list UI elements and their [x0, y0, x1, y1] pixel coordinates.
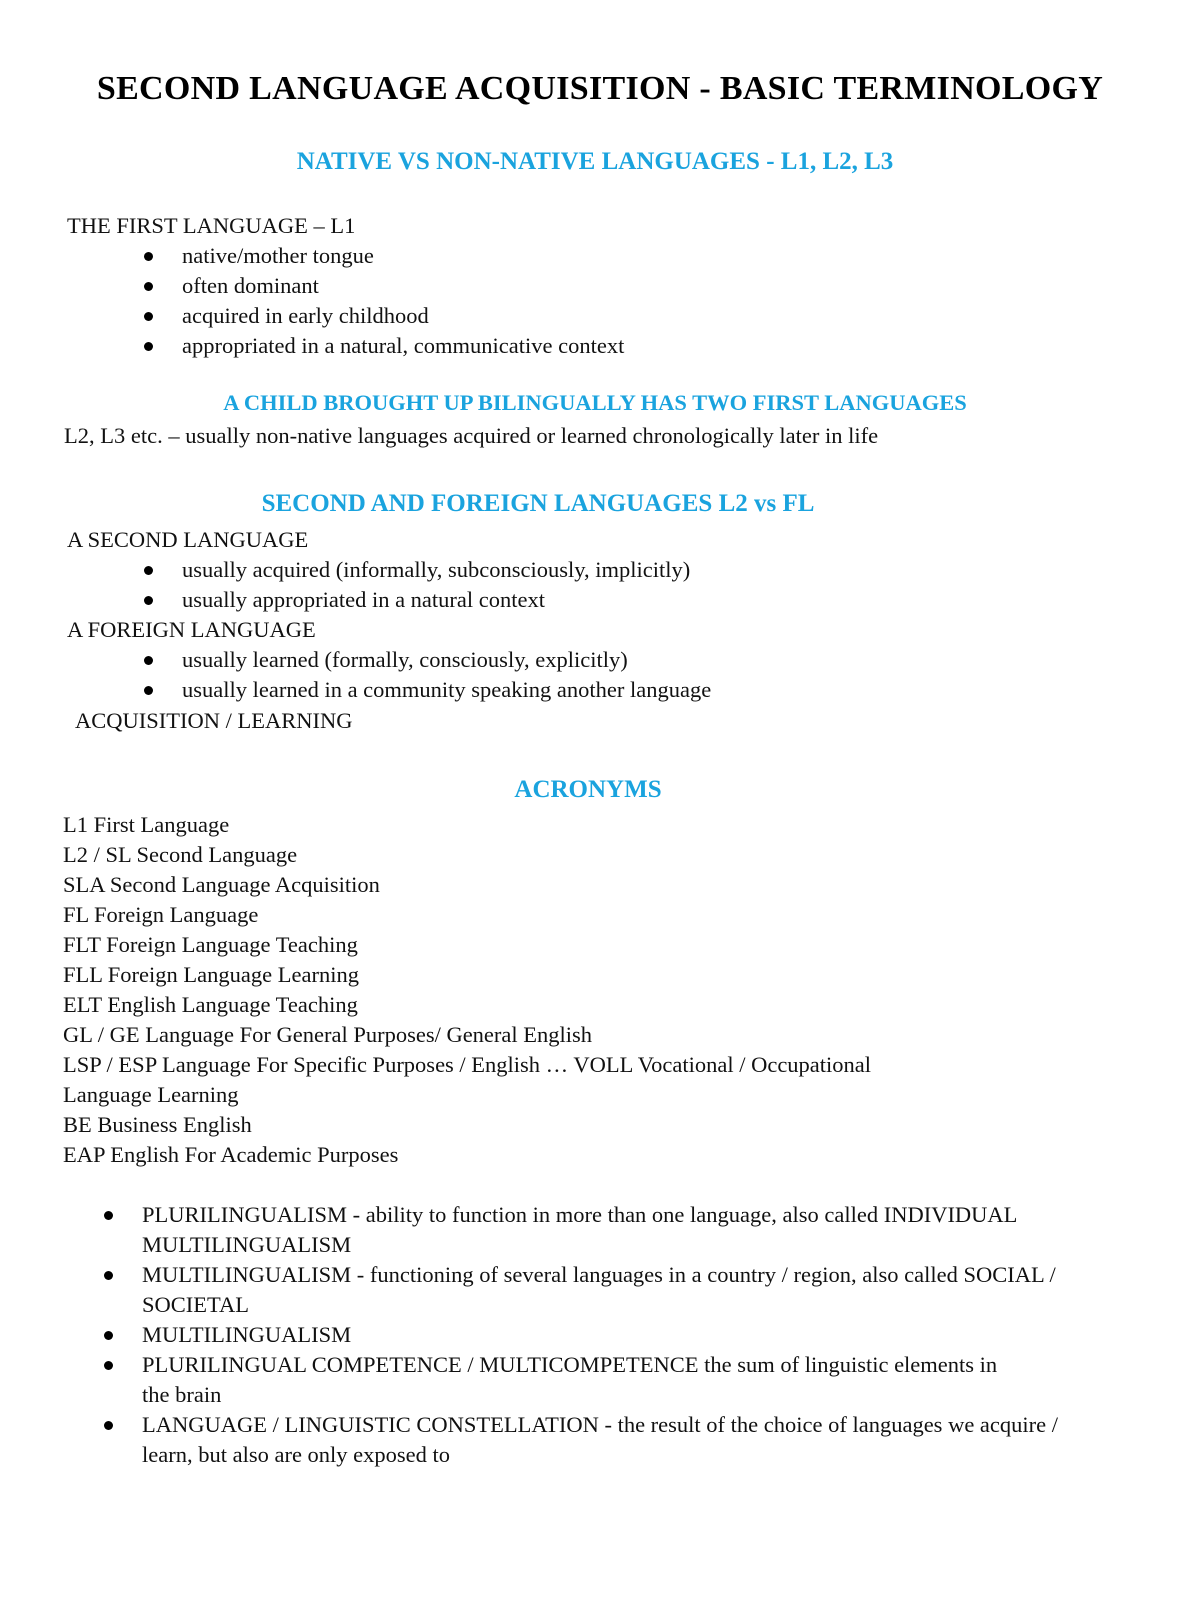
l1-bullet-list [144, 241, 624, 361]
list-item: PLURILINGUALISM - ability to function in more than one language, also called INDIVIDUAL MULTILINGUALISM [104, 1200, 1104, 1260]
terms-bullet-list [104, 1200, 1104, 1470]
list-item: LANGUAGE / LINGUISTIC CONSTELLATION - the result of the choice of languages we acquire / learn, but also are only exposed to [104, 1410, 1104, 1470]
list-item: MULTILINGUALISM - functioning of several languages in a country / region, also called SOCIAL / SOCIETAL [104, 1260, 1104, 1320]
section-heading-native: NATIVE VS NON-NATIVE LANGUAGES - L1, L2, L3 [296, 148, 894, 175]
section-heading-acronyms: ACRONYMS [514, 776, 662, 803]
list-item: usually learned in a community speaking another language [144, 675, 711, 705]
section-heading-second-foreign: SECOND AND FOREIGN LANGUAGES L2 vs FL [261, 490, 815, 517]
foreign-language-label: A FOREIGN LANGUAGE [67, 617, 316, 642]
list-item: MULTILINGUALISM [104, 1320, 1104, 1350]
list-item: acquired in early childhood [144, 301, 624, 331]
bilingual-note: A CHILD BROUGHT UP BILINGUALLY HAS TWO FIRST LANGUAGES [223, 390, 967, 415]
list-item: usually acquired (informally, subconsciously, implicitly) [144, 555, 690, 585]
acronym-item: EAP English For Academic Purposes [63, 1142, 399, 1167]
acronym-item: Language Learning [63, 1082, 239, 1107]
acronym-item: L2 / SL Second Language [63, 842, 298, 867]
list-item: native/mother tongue [144, 241, 624, 271]
acronym-item: FLT Foreign Language Teaching [63, 932, 358, 957]
foreign-language-bullets [144, 645, 711, 705]
acronym-item: FL Foreign Language [63, 902, 259, 927]
list-item: usually learned (formally, consciously, explicitly) [144, 645, 711, 675]
acronym-item: SLA Second Language Acquisition [63, 872, 380, 897]
second-language-label: A SECOND LANGUAGE [67, 527, 309, 552]
second-language-bullets [144, 555, 690, 615]
page-title: SECOND LANGUAGE ACQUISITION - BASIC TERMINOLOGY [96, 70, 1104, 107]
list-item: often dominant [144, 271, 624, 301]
acronym-item: L1 First Language [63, 812, 230, 837]
list-item: usually appropriated in a natural context [144, 585, 690, 615]
list-item: appropriated in a natural, communicative context [144, 331, 624, 361]
list-item: PLURILINGUAL COMPETENCE / MULTICOMPETENCE the sum of linguistic elements in the brain [104, 1350, 1104, 1410]
l2-l3-description: L2, L3 etc. – usually non-native languages acquired or learned chronologically later in life [64, 423, 879, 448]
acronym-item: GL / GE Language For General Purposes/ General English [63, 1022, 593, 1047]
l1-label: THE FIRST LANGUAGE – L1 [67, 213, 356, 238]
acronym-item: BE Business English [63, 1112, 252, 1137]
acronym-list [63, 810, 871, 1170]
acronym-item: ELT English Language Teaching [63, 992, 358, 1017]
acquisition-learning: ACQUISITION / LEARNING [75, 708, 353, 733]
acronym-item: LSP / ESP Language For Specific Purposes / English … VOLL Vocational / Occupational [63, 1052, 872, 1077]
acronym-item: FLL Foreign Language Learning [63, 962, 359, 987]
